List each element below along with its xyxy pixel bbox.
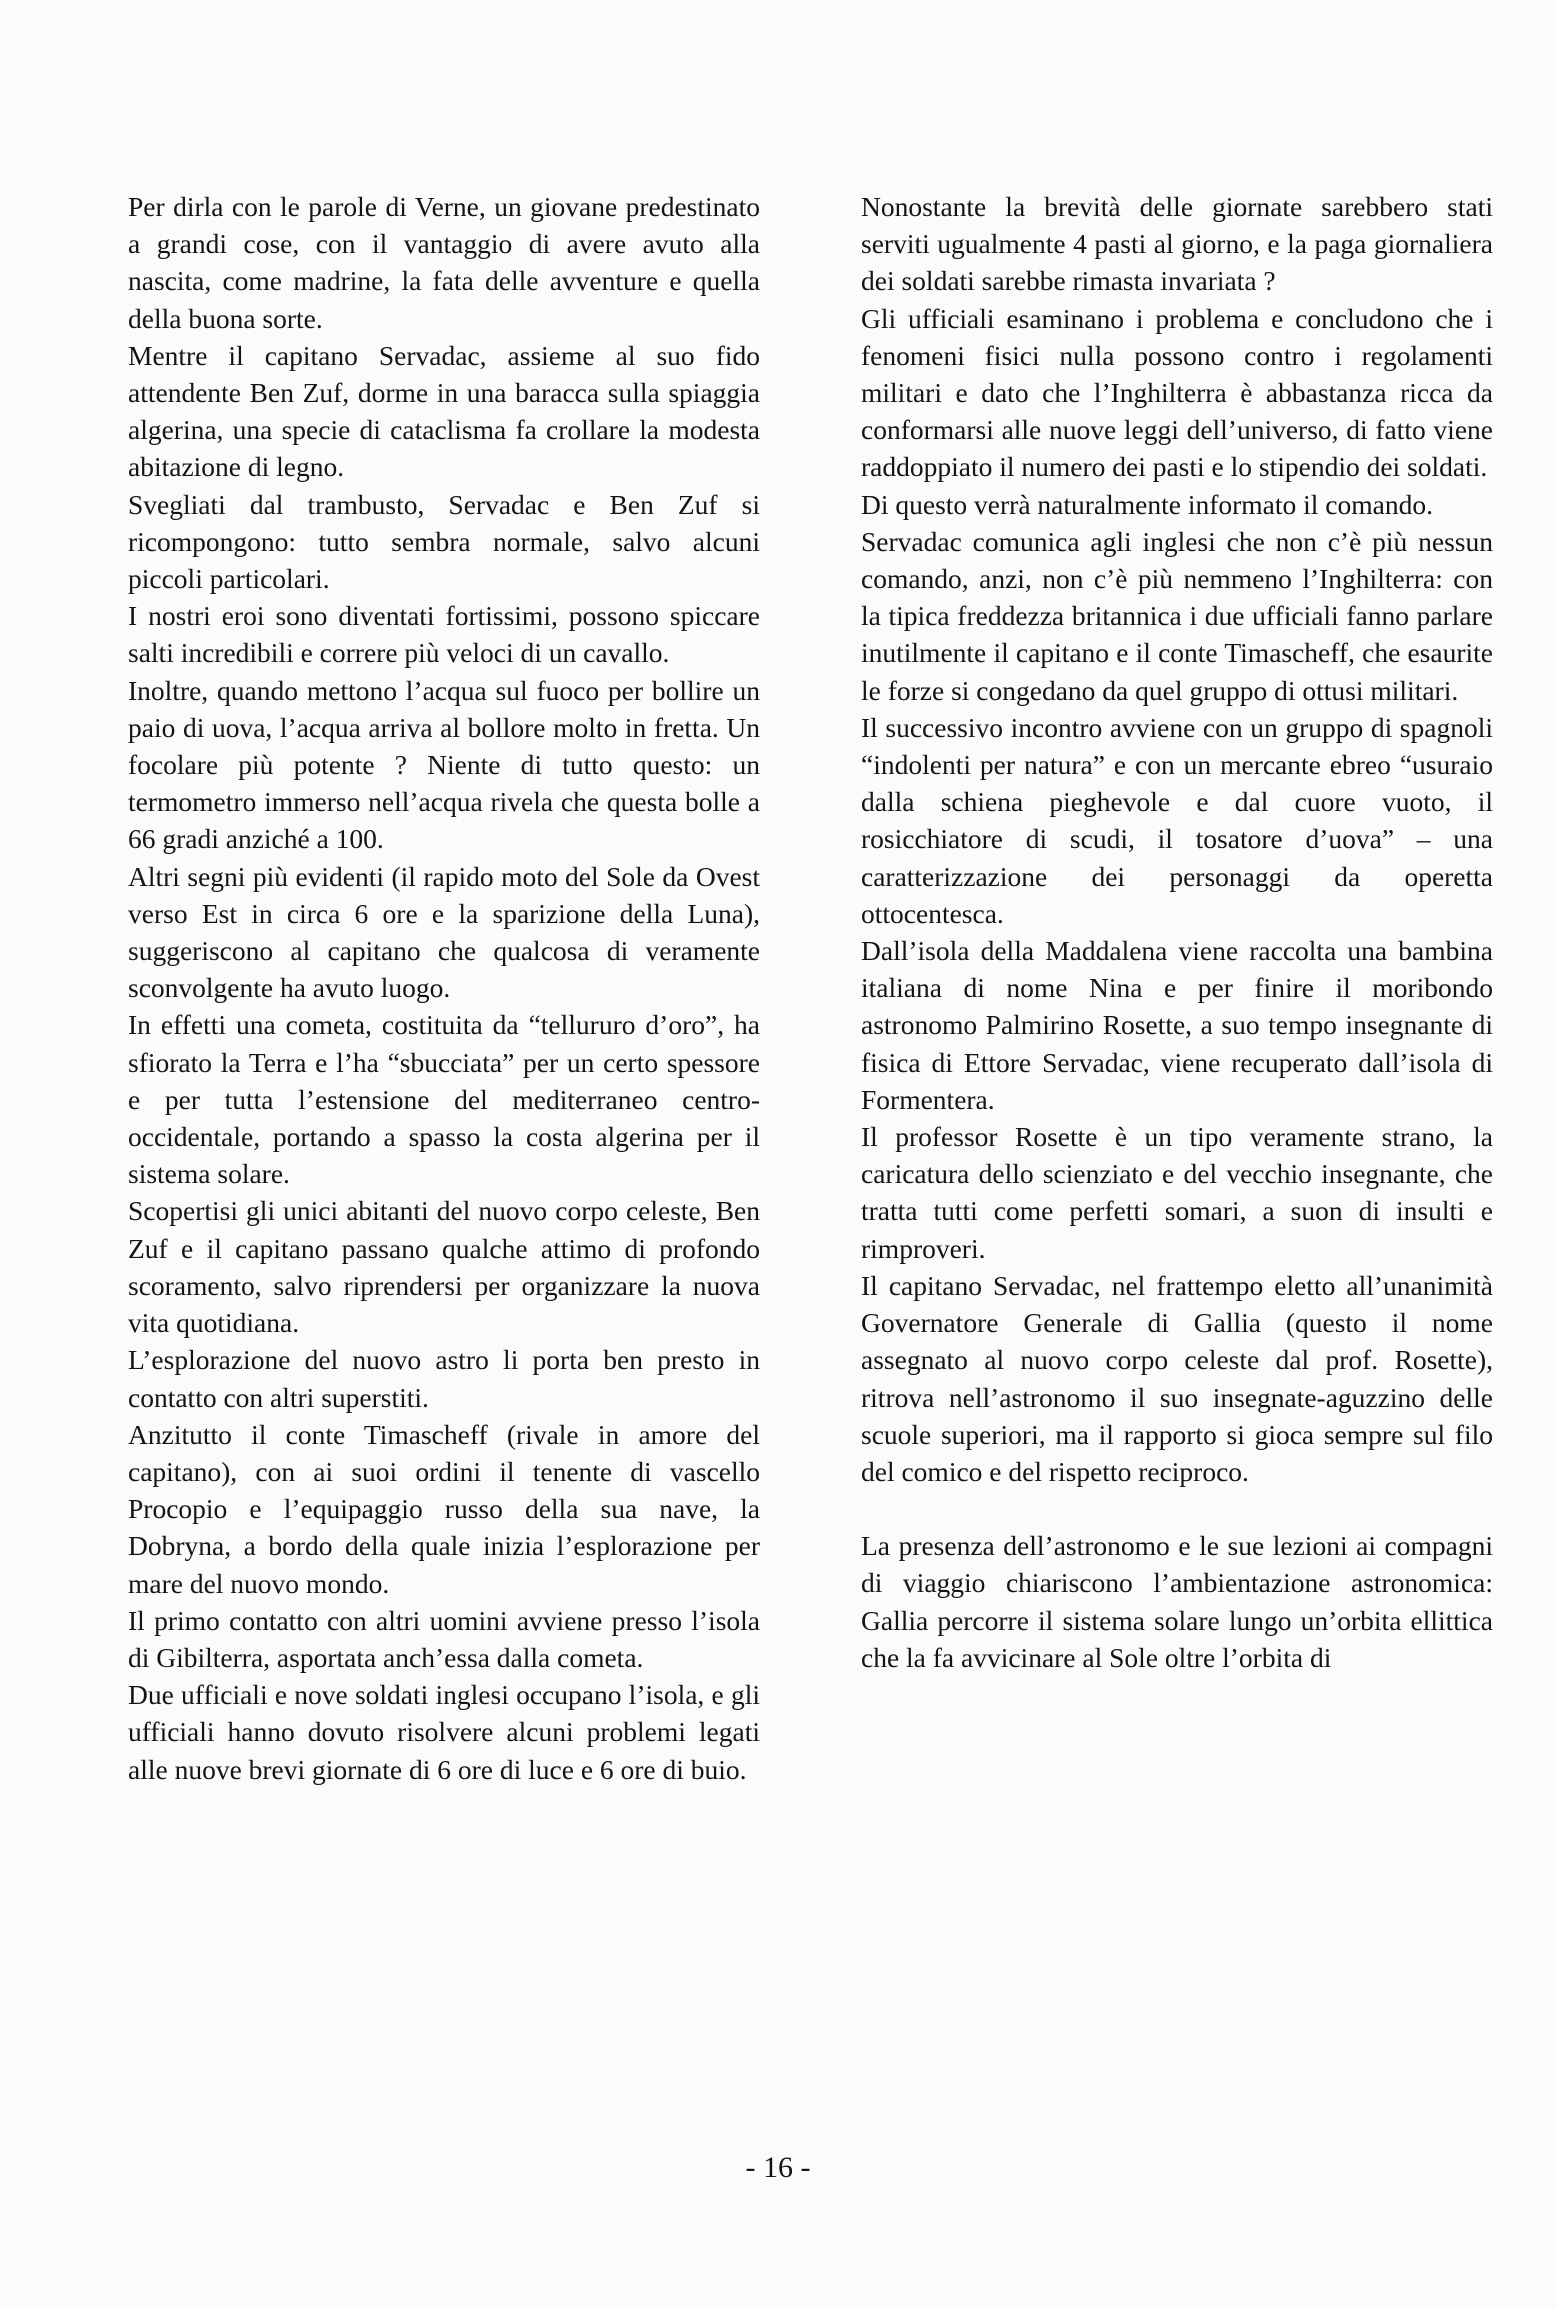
paragraph: Il professor Rosette è un tipo veramente strano, la caricatura dello scienziato e del vecchio insegnante, che tratta tutti come perfetti somari, a suon di insulti e rimproveri. — [861, 1121, 1493, 1264]
paragraph: Altri segni più evidenti (il rapido moto del Sole da Ovest verso Est in circa 6 ore e la sparizione della Luna), suggeriscono al capitano che qualcosa di veramente sconvolgente ha avuto luogo. — [128, 860, 760, 1004]
paragraph: Inoltre, quando mettono l’acqua sul fuoco per bollire un paio di uova, l’acqua arriva al bollore molto in fretta. Un focolare più potente ? Niente di tutto questo: un termometro immerso nell’acqua rivela che questa bolle a 66 gradi anziché a 100. — [128, 674, 760, 855]
paragraph: Scopertisi gli unici abitanti del nuovo corpo celeste, Ben Zuf e il capitano passano qualche attimo di profondo scoramento, salvo riprendersi per organizzare la nuova vita quotidiana. — [128, 1195, 760, 1339]
paragraph: Gli ufficiali esaminano i problema e concludono che i fenomeni fisici nulla possono contro i regolamenti militari e dato che l’Inghilterra è abbastanza ricca da conformarsi alle nuove leggi dell’universo, di fatto viene raddoppiato il numero dei pasti e lo stipendio dei soldati. — [861, 302, 1493, 483]
paragraph: Due ufficiali e nove soldati inglesi occupano l’isola, e gli ufficiali hanno dovuto risolvere alcuni problemi legati alle nuove brevi giornate di 6 ore di luce e 6 ore di buio. — [128, 1679, 760, 1785]
paragraph: L’esplorazione del nuovo astro li porta ben presto in contatto con altri superstiti. — [128, 1344, 760, 1413]
right-text-column — [861, 188, 1493, 1676]
paragraph: Il successivo incontro avviene con un gruppo di spagnoli “indolenti per natura” e con un mercante ebreo “usuraio dalla schiena pieghevole e dal cuore vuoto, il rosicchiatore di scudi, il tosatore d’uova” – una caratterizzazione dei personaggi da operetta ottocentesca. — [861, 711, 1493, 929]
left-text-column — [128, 188, 760, 1788]
paragraph: Mentre il capitano Servadac, assieme al suo fido attendente Ben Zuf, dorme in una baracca sulla spiaggia algerina, una specie di cataclisma fa crollare la modesta abitazione di legno. — [128, 339, 760, 483]
paragraph: Di questo verrà naturalmente informato il comando. — [861, 488, 1433, 520]
paragraph: Svegliati dal trambusto, Servadac e Ben Zuf si ricompongono: tutto sembra normale, salvo alcuni piccoli particolari. — [128, 488, 760, 595]
paragraph: Dall’isola della Maddalena viene raccolta una bambina italiana di nome Nina e per finire il moribondo astronomo Palmirino Rosette, a suo tempo insegnante di fisica di Ettore Servadac, viene recuperato dall’isola di Formentera. — [861, 935, 1493, 1115]
paragraph: Il primo contatto con altri uomini avviene presso l’isola di Gibilterra, asportata anch’essa dalla cometa. — [128, 1604, 760, 1673]
paragraph: La presenza dell’astronomo e le sue lezioni ai compagni di viaggio chiariscono l’ambientazione astronomica: Gallia percorre il sistema solare lungo un’orbita ellittica che la fa avvicinare al Sole oltre l’orbita di — [861, 1530, 1493, 1673]
paragraph: Il capitano Servadac, nel frattempo eletto all’unanimità Governatore Generale di Gallia (questo il nome assegnato al nuovo corpo celeste dal prof. Rosette), ritrova nell’astronomo il suo insegnate-aguzzino delle scuole superiori, ma il rapporto si gioca sempre sul filo del comico e del rispetto reciproco. — [861, 1269, 1493, 1487]
paragraph: Nonostante la brevità delle giornate sarebbero stati serviti ugualmente 4 pasti al giorno, e la paga giornaliera dei soldati sarebbe rimasta invariata ? — [861, 191, 1493, 297]
paragraph: In effetti una cometa, costituita da “tellururo d’oro”, ha sfiorato la Terra e l’ha “sbucciata” per un certo spessore e per tutta l’estensione del mediterraneo centro-occidentale, portando a spasso la costa algerina per il sistema solare. — [128, 1009, 760, 1190]
page-number: - 16 - — [745, 2151, 811, 2184]
paragraph: I nostri eroi sono diventati fortissimi, possono spiccare salti incredibili e correre più veloci di un cavallo. — [128, 600, 760, 669]
paragraph: Per dirla con le parole di Verne, un giovane predestinato a grandi cose, con il vantaggio di avere avuto alla nascita, come madrine, la fata delle avventure e quella della buona sorte. — [128, 191, 760, 334]
paragraph: Anzitutto il conte Timascheff (rivale in amore del capitano), con ai suoi ordini il tenente di vascello Procopio e l’equipaggio russo della sua nave, la Dobryna, a bordo della quale inizia l’esplorazione per mare del nuovo mondo. — [128, 1418, 760, 1599]
paragraph: Servadac comunica agli inglesi che non c’è più nessun comando, anzi, non c’è più nemmeno l’Inghilterra: con la tipica freddezza britannica i due ufficiali fanno parlare inutilmente il capitano e il conte Timascheff, che esaurite le forze si congedano da quel gruppo di ottusi militari. — [861, 525, 1493, 706]
